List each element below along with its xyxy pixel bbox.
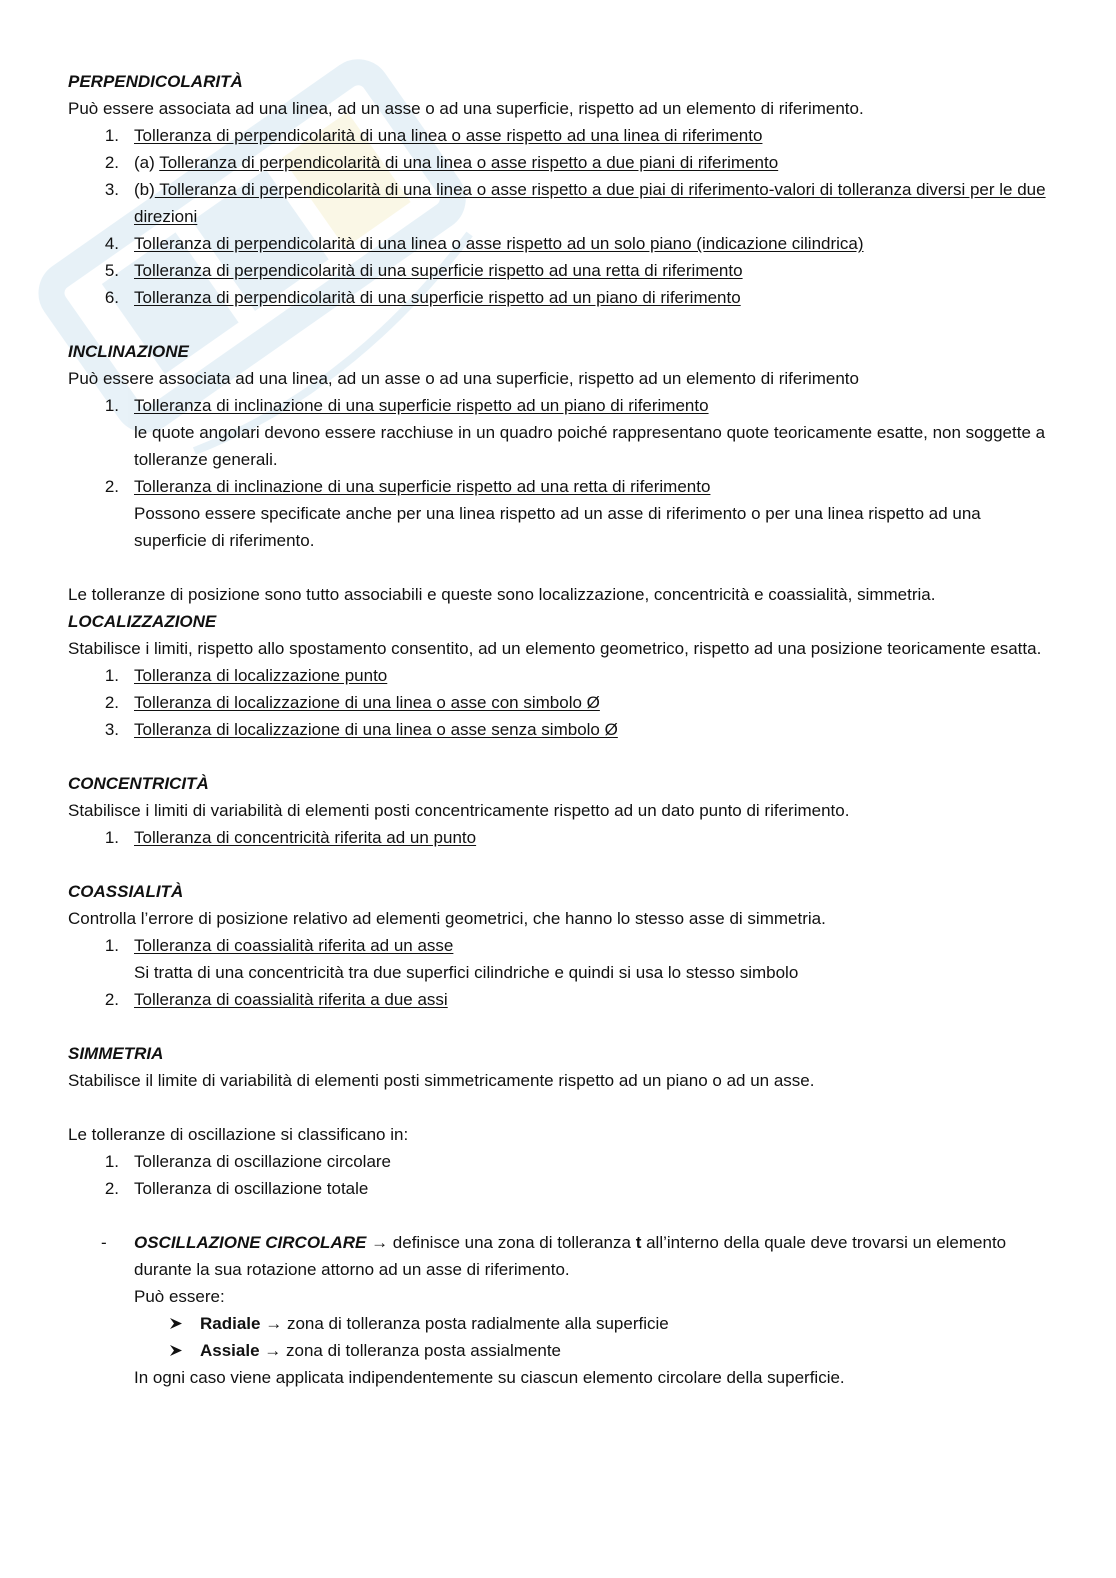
puo-essere: Può essere:: [134, 1287, 225, 1306]
perpendicolarita-list: [68, 122, 1058, 311]
list-item: 1. Tolleranza di perpendicolarità di una linea o asse rispetto ad una linea di riferimento: [104, 126, 763, 145]
list-item-note: Possono essere specificate anche per una linea rispetto ad un asse di riferimento o per una linea rispetto ad una superficie di riferimento.: [134, 504, 981, 550]
concentricita-list: [68, 824, 1058, 851]
arrowhead-bullet-icon: [168, 1337, 184, 1364]
section-intro-inclinazione: Può essere associata ad una linea, ad un asse o ad una superficie, rispetto ad un elemento di riferimento: [68, 369, 859, 388]
list-item: 1. Tolleranza di concentricità riferita ad un punto: [104, 828, 477, 847]
bullet-dash: -: [101, 1233, 107, 1252]
list-item: 1. Tolleranza di inclinazione di una superficie rispetto ad un piano di riferimento le quote angolari devono essere racchiuse in un quadro poiché rappresentano quote teoricamente esatte, non soggette a tolleranze generali.: [68, 392, 1058, 473]
posizione-intro: Le tolleranze di posizione sono tutto associabili e queste sono localizzazione, concentricità e coassialità, simmetria.: [68, 585, 936, 604]
list-item: 5. Tolleranza di perpendicolarità di una superficie rispetto ad una retta di riferimento: [104, 261, 743, 280]
list-item-note: Si tratta di una concentricità tra due superfici cilindriche e quindi si usa lo stesso simbolo: [134, 963, 799, 982]
list-item: 1. Tolleranza di localizzazione punto: [104, 666, 388, 685]
section-title-perpendicolarita: PERPENDICOLARITÀ: [68, 72, 243, 91]
arrow-right-icon: →: [371, 1233, 389, 1252]
section-intro-simmetria: Stabilisce il limite di variabilità di elementi posti simmetricamente rispetto ad un piano o ad un asse.: [68, 1071, 815, 1090]
list-item: 2. Tolleranza di coassialità riferita a due assi: [104, 990, 448, 1009]
coassialita-list: [68, 932, 1058, 1013]
list-item: 2. Tolleranza di inclinazione di una superficie rispetto ad una retta di riferimento Possono essere specificate anche per una linea rispetto ad un asse di riferimento o per una linea rispetto ad una superficie di riferimento.: [68, 473, 1058, 554]
arrowhead-bullet-icon: [168, 1310, 184, 1337]
section-title-localizzazione: LOCALIZZAZIONE: [68, 612, 217, 631]
list-item: 1. Tolleranza di oscillazione circolare: [104, 1152, 392, 1171]
section-intro-perpendicolarita: Può essere associata ad una linea, ad un asse o ad una superficie, rispetto ad un elemento di riferimento.: [68, 99, 864, 118]
section-intro-coassialita: Controlla l’errore di posizione relativo ad elementi geometrici, che hanno lo stesso asse di simmetria.: [68, 909, 826, 928]
oscillazione-circolare-block: - OSCILLAZIONE CIRCOLARE → definisce una zona di tolleranza t all’interno della quale deve trovarsi un elemento durante la sua rotazione attorno ad un asse di riferimento. Può essere:: [68, 1229, 1058, 1310]
document-page: [68, 68, 1058, 1391]
localizzazione-list: [68, 662, 1058, 743]
list-item: 3. (b) Tolleranza di perpendicolarità di una linea o asse rispetto a due piai di riferimento-valori di tolleranza diversi per le due direzioni: [104, 180, 1046, 226]
inclinazione-list: [68, 392, 1058, 554]
list-item-note: le quote angolari devono essere racchiuse in un quadro poiché rappresentano quote teoricamente esatte, non soggette a tolleranze generali.: [134, 423, 1046, 469]
list-item: 3. Tolleranza di localizzazione di una linea o asse senza simbolo Ø: [104, 720, 618, 739]
section-title-concentricita: CONCENTRICITÀ: [68, 774, 209, 793]
oscillazione-closing: In ogni caso viene applicata indipendentemente su ciascun elemento circolare della superficie.: [134, 1368, 845, 1387]
list-item: 4. Tolleranza di perpendicolarità di una linea o asse rispetto ad un solo piano (indicazione cilindrica): [104, 234, 864, 253]
arrow-right-icon: →: [265, 1314, 283, 1333]
sub-item-assiale: Assiale → zona di tolleranza posta assialmente: [68, 1337, 1058, 1364]
arrow-right-icon: →: [264, 1341, 282, 1360]
list-item: 2. (a) Tolleranza di perpendicolarità di una linea o asse rispetto a due piani di riferimento: [104, 153, 779, 172]
section-intro-localizzazione: Stabilisce i limiti, rispetto allo spostamento consentito, ad un elemento geometrico, rispetto ad una posizione teoricamente esatta.: [68, 639, 1042, 658]
section-title-inclinazione: INCLINAZIONE: [68, 342, 189, 361]
oscillazione-circolare-title: OSCILLAZIONE CIRCOLARE: [134, 1233, 367, 1252]
sub-item-radiale: Radiale → zona di tolleranza posta radialmente alla superficie: [68, 1310, 1058, 1337]
list-item: 1. Tolleranza di coassialità riferita ad un asse Si tratta di una concentricità tra due superfici cilindriche e quindi si usa lo stesso simbolo: [68, 932, 1058, 986]
section-title-coassialita: COASSIALITÀ: [68, 882, 184, 901]
oscillazione-list: [68, 1148, 1058, 1202]
section-title-simmetria: SIMMETRIA: [68, 1044, 164, 1063]
list-item: 6. Tolleranza di perpendicolarità di una superficie rispetto ad un piano di riferimento: [104, 288, 741, 307]
list-item: 2. Tolleranza di oscillazione totale: [104, 1179, 369, 1198]
section-intro-concentricita: Stabilisce i limiti di variabilità di elementi posti concentricamente rispetto ad un dato punto di riferimento.: [68, 801, 850, 820]
list-item: 2. Tolleranza di localizzazione di una linea o asse con simbolo Ø: [104, 693, 600, 712]
oscillazione-intro: Le tolleranze di oscillazione si classificano in:: [68, 1125, 409, 1144]
